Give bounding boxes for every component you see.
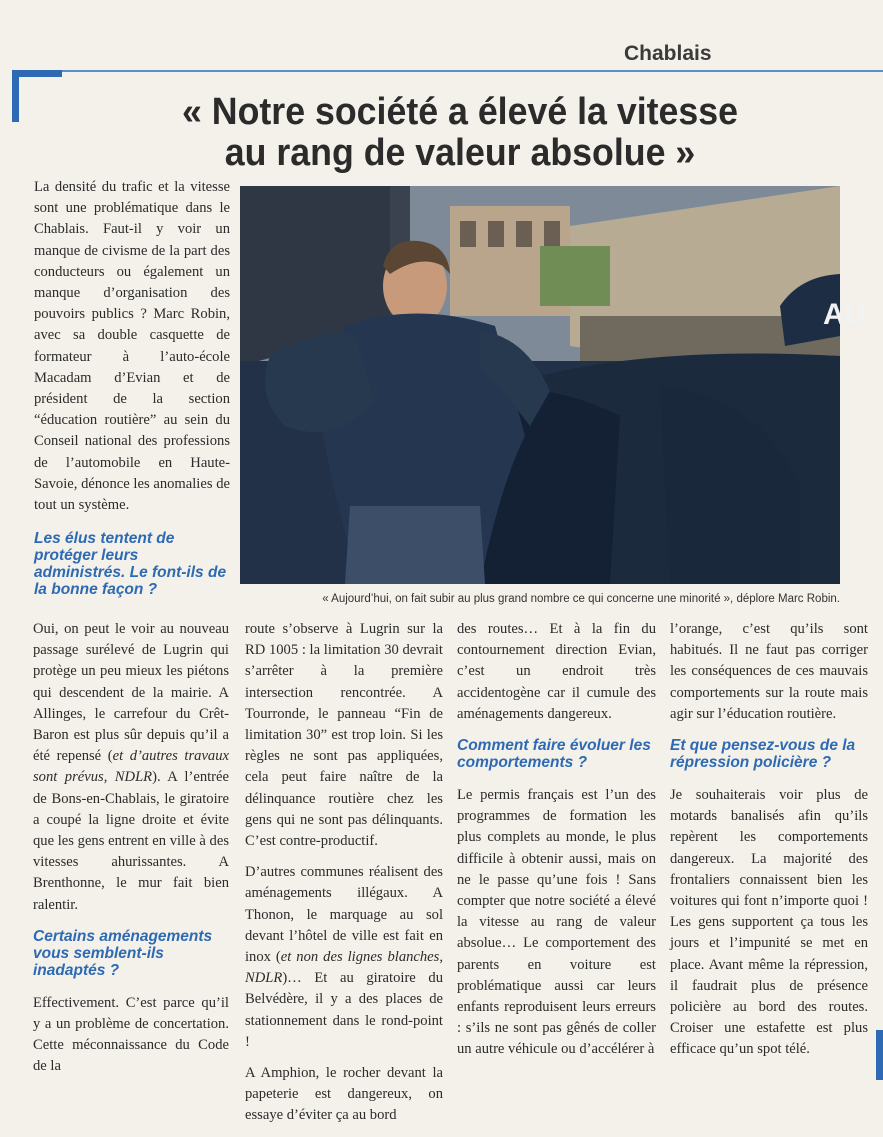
corner-mark-vertical [12, 70, 19, 122]
headline-line-1: « Notre société a élevé la vitesse [182, 91, 738, 133]
col1-paragraph-2: Effectivement. C’est parce qu’il y a un problème de concertation. Cette méconnaissance du Code de la [33, 994, 229, 1075]
question-2: Certains aménagements vous semblent-ils inadaptés ? [33, 927, 213, 979]
col2-paragraph-2: D’autres communes réalisent des aménagements illégaux. A Thonon, le marquage au sol devant l’hôtel de ville est fait en inox (et non des lignes blanches, NDLR)… Et au giratoire du Belvédère, il y a des places de stationnement dans le rond-point ! [245, 864, 443, 1050]
question-1: Les élus tentent de protéger leurs administrés. Le font-ils de la bonne façon ? [34, 530, 227, 599]
column-4 [670, 619, 868, 1071]
col2-paragraph-1: route s’observe à Lugrin sur la RD 1005 : la limitation 30 devrait s’arrêter à la première intersection rencontrée. A Tourronde, le panneau “Fin de limitation 30” est trop loin. Si les règles ne sont pas appliquées, cela peut faire naître de la délinquance routière chez les gens qui ne sont pas délinquants. C’est contre-productif. [245, 621, 443, 850]
intro-paragraph: La densité du trafic et la vitesse sont une problématique dans le Chablais. Faut-il y voir un manque de civisme de la part des conducteurs ou également un manque d’organisation des pouvoirs publics ? Marc Robin, avec sa double casquette de formateur à l’auto-école Macadam d’Evian et de président de la section “éducation routière” au sein du Conseil national des professions de l’automobile en Haute-Savoie, dénonce les anomalies de tout un système. [34, 179, 230, 514]
section-label: Chablais [624, 42, 712, 65]
photo [240, 186, 867, 584]
column-3 [457, 619, 656, 1071]
col2-paragraph-3: A Amphion, le rocher devant la papeterie est dangereux, on essaye d’éviter ça au bord [245, 1065, 443, 1124]
headline [84, 92, 836, 174]
question-4: Et que pensez-vous de la répression policière ? [670, 737, 856, 772]
col3-paragraph-2: Le permis français est l’un des programmes de formation les plus complets au monde, le plus difficile à obtenir aussi, mais on ne le passe qu’une fois ! Sans compter que notre société a élevé la vitesse au rang de valeur absolue… Le comportement des parents en voiture est problématique aussi car leurs enfants reproduisent leurs erreurs : s’ils ne sont pas gênés de coller un autre véhicule ou d’accélérer à [457, 787, 656, 1058]
intro-column [34, 177, 230, 612]
photo-caption: « Aujourd’hui, on fait subir au plus grand nombre ce qui concerne une minorité », déplore Marc Robin. [322, 593, 840, 605]
question-3: Comment faire évoluer les comportements ? [457, 737, 651, 772]
col1-paragraph-1: Oui, on peut le voir au nouveau passage surélevé de Lugrin qui protège un peu mieux les piétons qui descendent de la mairie. A Allinges, le carrefour du Crêt-Baron est plus sûr depuis qu’il a été repensé (et d’autres travaux sont prévus, NDLR). A l’entrée de Bons-en-Chablais, le giratoire a coupé la ligne droite et évite que les gens entrent en ville à des vitesses ahurissantes. A Brenthonne, le mur fait bien ralentir. [33, 621, 229, 913]
corner-mark-horizontal [12, 70, 62, 77]
column-2 [245, 619, 443, 1137]
col3-paragraph-1: des routes… Et à la fin du contournement direction Evian, c’est un endroit très accidentogène car il cumule des aménagements dangereux. [457, 621, 656, 722]
column-1 [33, 619, 229, 1088]
headline-line-2: au rang de valeur absolue » [224, 132, 696, 174]
top-rule [12, 70, 883, 72]
col4-paragraph-2: Je souhaiterais voir plus de motards banalisés afin qu’ils repèrent les comportements dangereux. La majorité des frontaliers connaissent bien les voitures qui font n’importe quoi ! Les gens supportent ça tous les jours et l’impunité se met en place. Avant même la répression, il faudrait plus de présence policière au bord des routes. Croiser une estafette est plus efficace qu’un spot télé. [670, 787, 868, 1058]
page-edge-bar [876, 1030, 883, 1080]
col4-paragraph-1: l’orange, c’est qu’ils sont habitués. Il ne faut pas corriger les conséquences de ces mauvais comportements sur la route mais agir sur l’éducation routière. [670, 621, 868, 722]
car-roof-sign: AU [823, 298, 867, 331]
